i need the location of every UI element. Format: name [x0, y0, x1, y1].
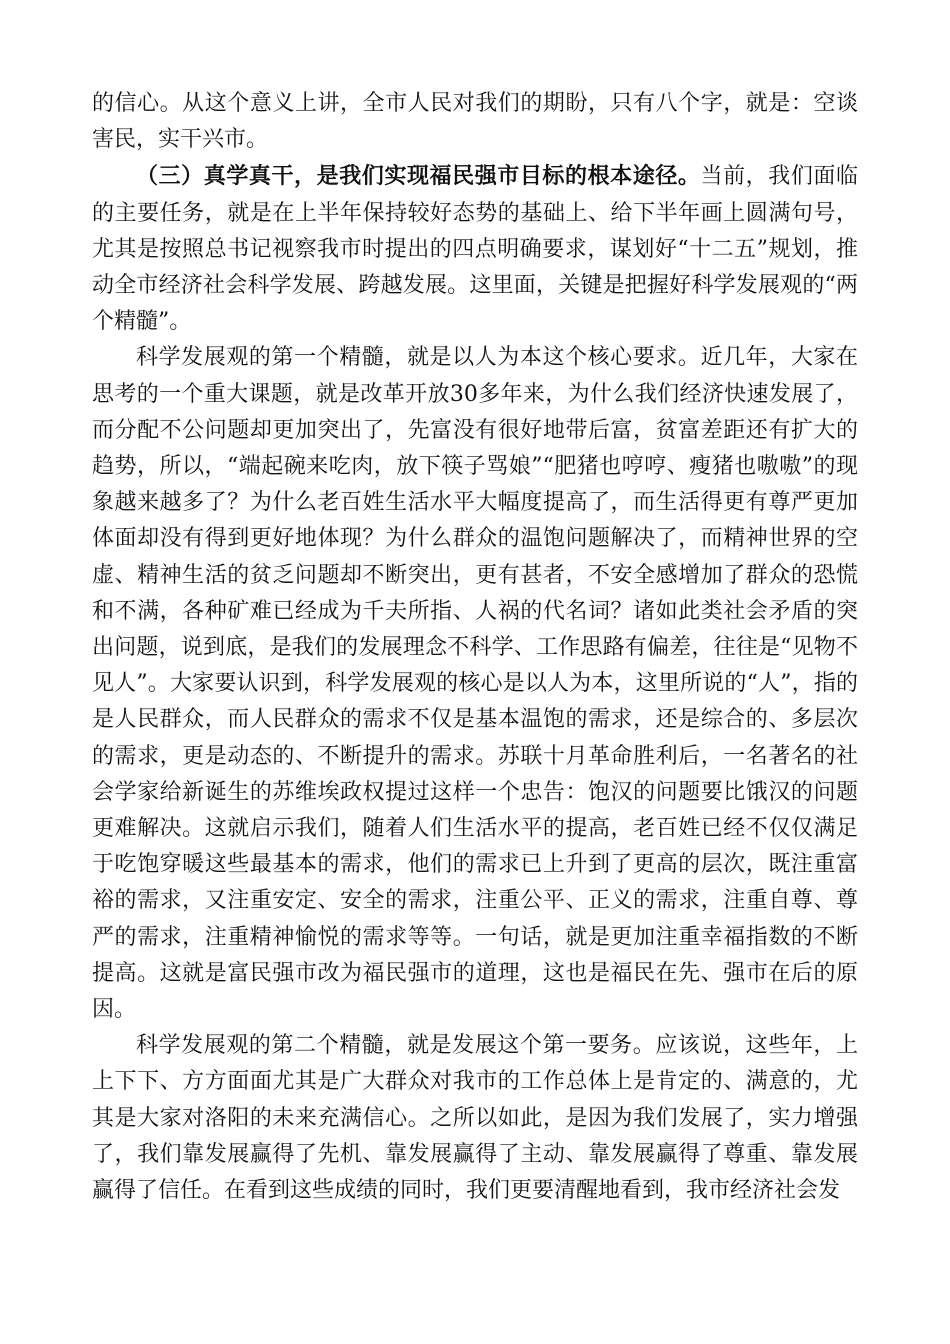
paragraph-1: 的信心。从这个意义上讲，全市人民对我们的期盼，只有八个字，就是：空谈害民，实干兴市。: [92, 91, 858, 153]
paragraph-3: 科学发展观的第一个精髓，就是以人为本这个核心要求。近几年，大家在思考的一个重大课题，就是改革开放30多年来，为什么我们经济快速发展了，而分配不公问题却更加突出了，先富没有很好地带后富，贫富差距还有扩大的趋势，所以，“端起碗来吃肉，放下筷子骂娘”“肥猪也哼哼、瘦猪也嗷嗷”的现象越来越多了？为什么老百姓生活水平大幅度提高了，而生活得更有尊严更加体面却没有得到更好地体现？为什么群众的温饱问题解决了，而精神世界的空虚、精神生活的贫乏问题却不断突出，更有甚者，不安全感增加了群众的恐慌和不满，各种矿难已经成为千夫所指、人祸的代名词？诸如此类社会矛盾的突出问题，说到底，是我们的发展理念不科学、工作思路有偏差，往往是“见物不见人”。大家要认识到，科学发展观的核心是以人为本，这里所说的“人”，指的是人民群众，而人民群众的需求不仅是基本温饱的需求，还是综合的、多层次的需求，更是动态的、不断提升的需求。苏联十月革命胜利后，一名著名的社会学家给新诞生的苏维埃政权提过这样一个忠告：饱汉的问题要比饿汉的问题更难解决。这就启示我们，随着人们生活水平的提高，老百姓已经不仅仅满足于吃饱穿暖这些最基本的需求，他们的需求已上升到了更高的层次，既注重富裕的需求，又注重安定、安全的需求，注重公平、正义的需求，注重自尊、尊严的需求，注重精神愉悦的需求等等。一句话，就是更加注重幸福指数的不断提高。这就是富民强市改为福民强市的道理，这也是福民在先、强市在后的原因。: [92, 345, 858, 1023]
paragraph-2-body: 当前，我们面临的主要任务，就是在上半年保持较好态势的基础上、给下半年画上圆满句号，尤其是按照总书记视察我市时提出的四点明确要求，谋划好“十二五”规划，推动全市经济社会科学发展、跨越发展。这里面，关键是把握好科学发展观的“两个精髓”。: [92, 164, 858, 335]
section-heading: （三）真学真干，是我们实现福民强市目标的根本途径。: [136, 163, 701, 190]
paragraph-4: 科学发展观的第二个精髓，就是发展这个第一要务。应该说，这些年，上上下下、方方面面尤其是广大群众对我市的工作总体上是肯定的、满意的，尤其是大家对洛阳的未来充满信心。之所以如此，是因为我们发展了，实力增强了，我们靠发展赢得了先机、靠发展赢得了主动、靠发展赢得了尊重、靠发展赢得了信任。在看到这些成绩的同时，我们更要清醒地看到，我市经济社会发: [92, 1033, 858, 1204]
paragraph-2: [92, 158, 858, 340]
document-page: [92, 86, 858, 1209]
